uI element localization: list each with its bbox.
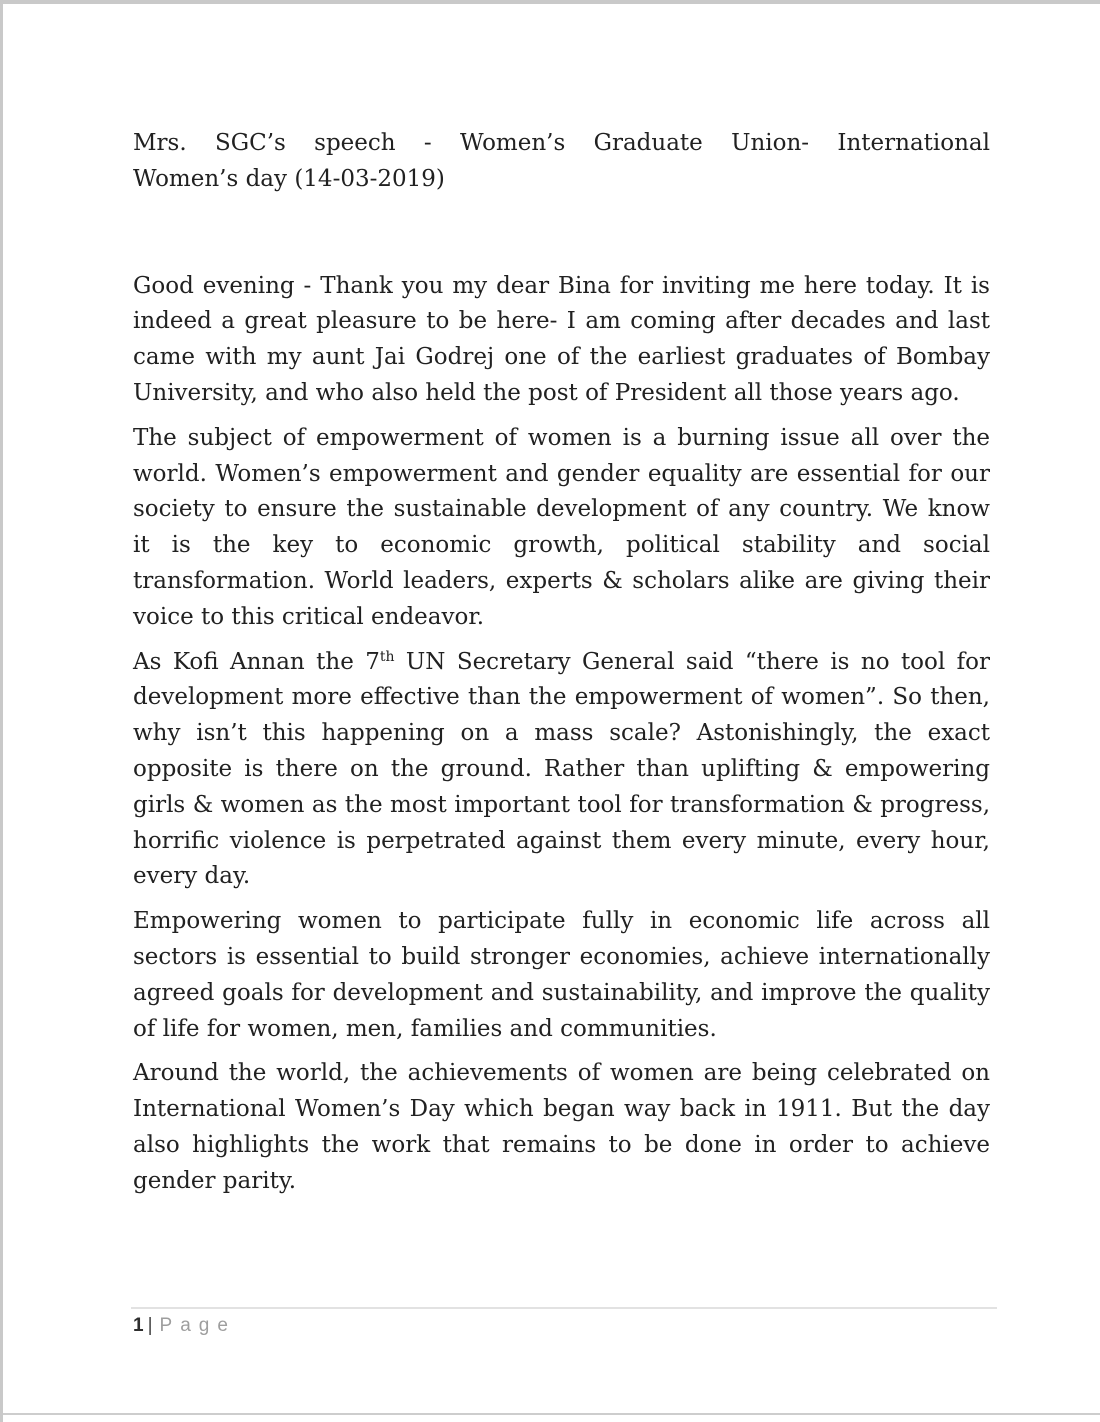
page-bottom-border: [3, 1413, 1100, 1415]
footer-separator: |: [147, 1315, 153, 1336]
paragraph-kofi-annan: [133, 645, 990, 896]
kofi-annan-text-before-superscript: As Kofi Annan the 7: [133, 648, 380, 675]
page-number: 1: [133, 1315, 144, 1336]
title-line-2: Women’s day (14-03-2019): [133, 165, 445, 192]
page-footer: [133, 1315, 236, 1337]
paragraph-economic-participation: Empowering women to participate fully in economic life across all sectors is essential to build stronger economies, achieve internationally agreed goals for development and sustainability, and improve the quality of life for women, men, families and communities.: [133, 908, 990, 1042]
paragraph-empowerment-subject: The subject of empowerment of women is a burning issue all over the world. Women’s empowerment and gender equality are essential for our society to ensure the sustainable development of any country. We know it is the key to economic growth, political stability and social transformation. World leaders, experts & scholars alike are giving their voice to this critical endeavor.: [133, 424, 990, 630]
paragraph-international-womens-day: Around the world, the achievements of women are being celebrated on International Women’s Day which began way back in 1911. But the day also highlights the work that remains to be done in order to achieve gender parity.: [133, 1060, 990, 1194]
kofi-annan-text-after-superscript: UN Secretary General said “there is no tool for development more effective than the empowerment of women”. So then, why isn’t this happening on a mass scale? Astonishingly, the exact opposite is there on the ground. Rather than uplifting & empowering girls & women as the most important tool for transformation & progress, horrific violence is perpetrated against them every minute, every hour, every day.: [133, 648, 990, 890]
title-line-1: Mrs. SGC’s speech - Women’s Graduate Union- International: [133, 130, 990, 156]
document-body: [133, 126, 990, 1200]
paragraph-greeting: Good evening - Thank you my dear Bina for inviting me here today. It is indeed a great pleasure to be here- I am coming after decades and last came with my aunt Jai Godrej one of the earliest graduates of Bombay University, and who also held the post of President all those years ago.: [133, 272, 990, 406]
document-title: [133, 126, 990, 198]
footer-page-label: Page: [159, 1315, 236, 1336]
footer-divider: [131, 1307, 997, 1309]
ordinal-superscript: th: [379, 648, 395, 665]
